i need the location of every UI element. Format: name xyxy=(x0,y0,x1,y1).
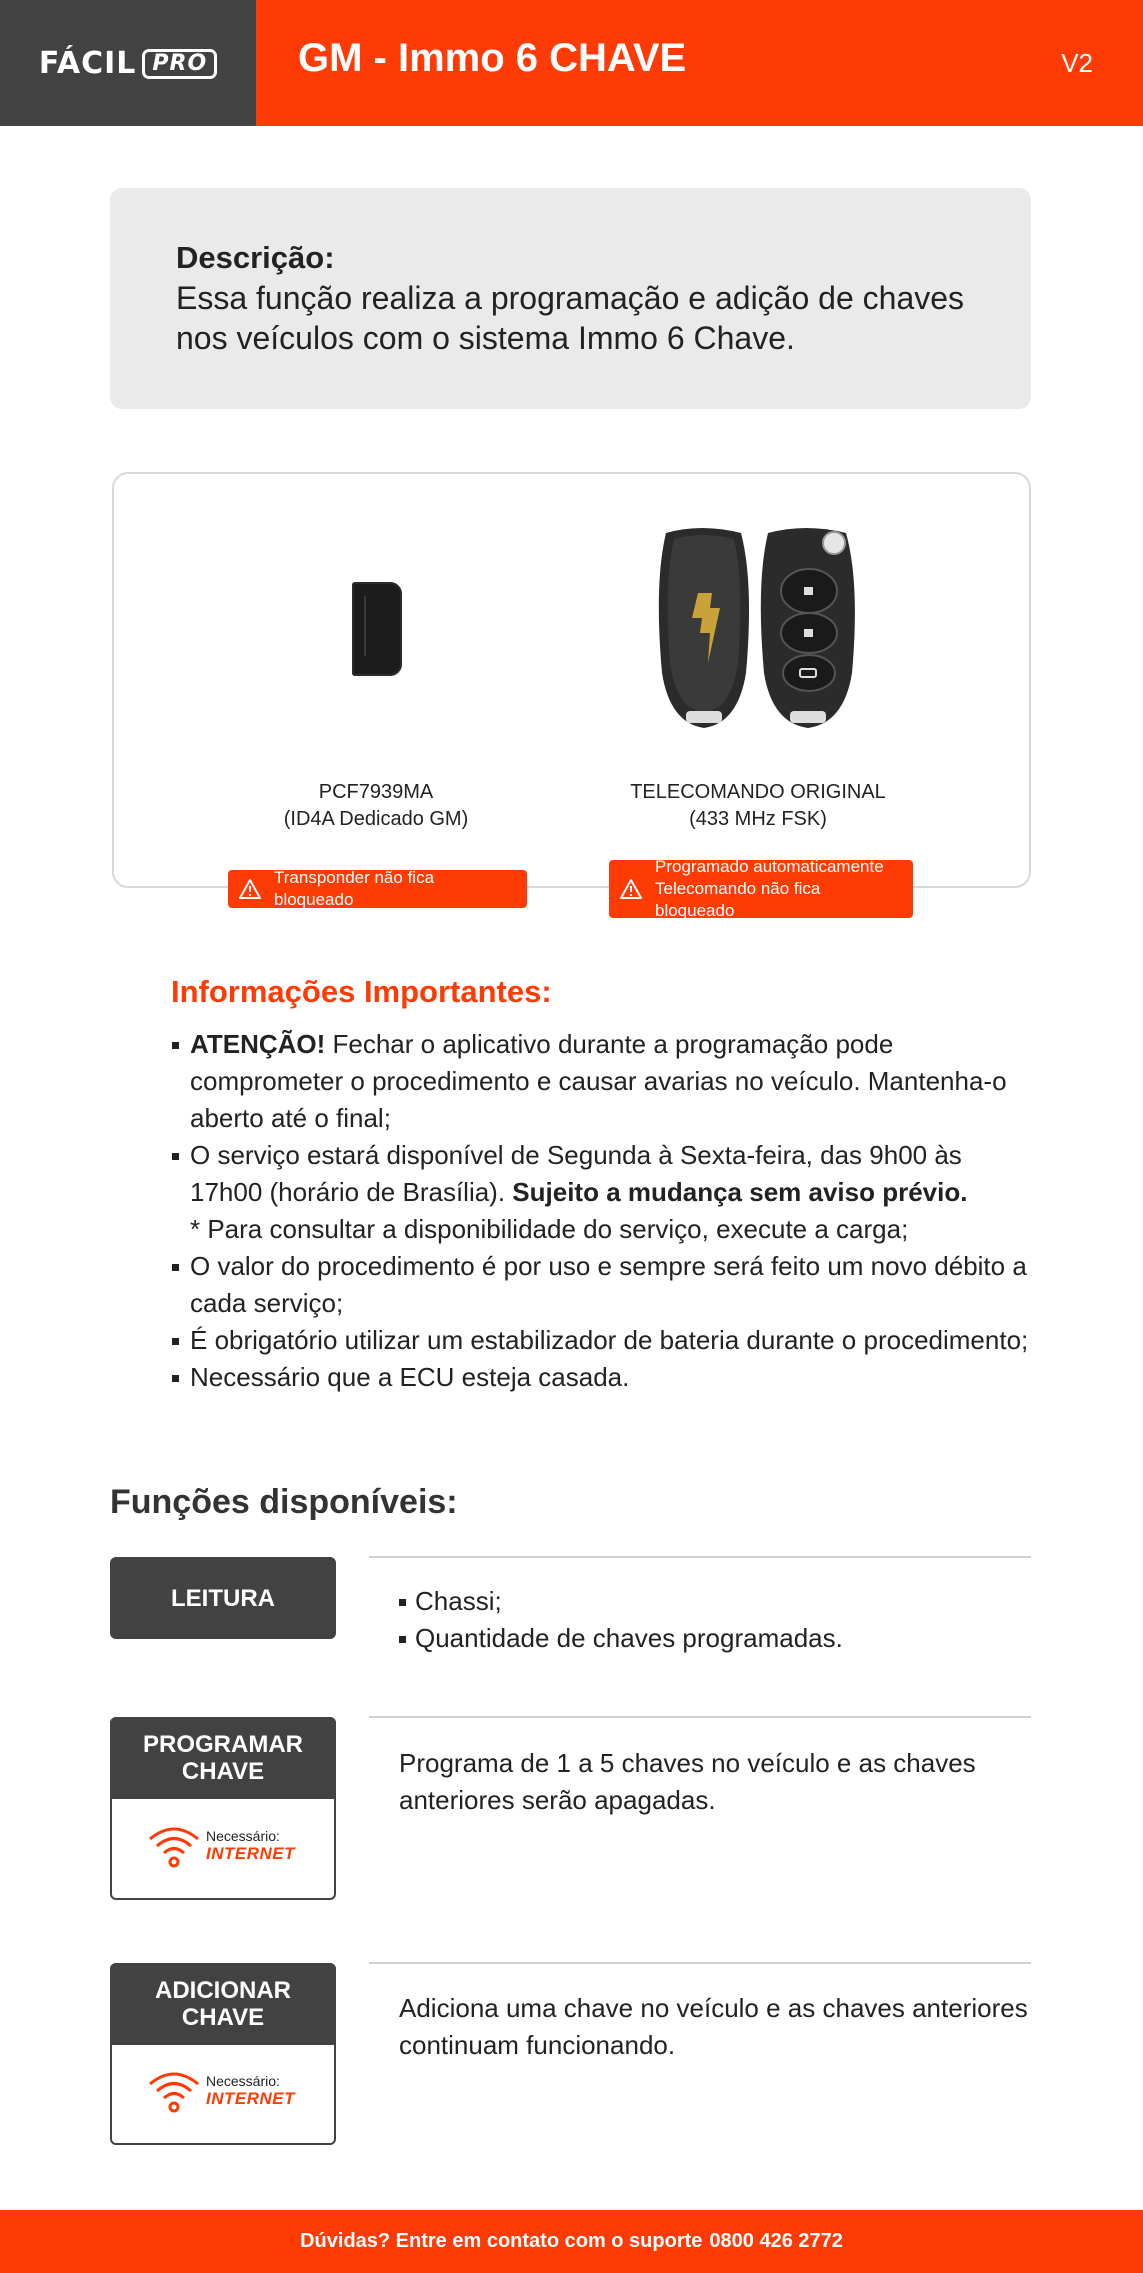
important-list xyxy=(172,1026,1032,1396)
logo-word: FÁCIL xyxy=(38,45,137,81)
transponder-detail: (ID4A Dedicado GM) xyxy=(283,808,469,830)
add-key-button[interactable] xyxy=(110,1963,336,2045)
logo-text xyxy=(39,46,217,81)
list-item xyxy=(172,1137,1032,1248)
list-item-text: Chassi; xyxy=(415,1586,502,1616)
program-key-requirement xyxy=(146,1823,295,1869)
list-item xyxy=(172,1359,1032,1396)
list-item-text: É obrigatório utilizar um estabilizador de bateria durante o procedimento; xyxy=(190,1325,1029,1355)
requirement-label: Necessário: xyxy=(206,2073,280,2089)
program-key-button[interactable] xyxy=(110,1717,336,1799)
divider xyxy=(369,1962,1031,1964)
transponder-chip-image xyxy=(352,582,402,676)
description-line-2: nos veículos com o sistema Immo 6 Chave. xyxy=(176,320,795,356)
transponder-name: PCF7939MA xyxy=(318,781,434,803)
description-label: Descrição: xyxy=(176,240,335,275)
list-item-bold: Sujeito a mudança sem aviso prévio. xyxy=(512,1177,968,1207)
program-key-label-2: CHAVE xyxy=(181,1758,265,1785)
warning-icon xyxy=(619,878,643,900)
list-item-text: Necessário que a ECU esteja casada. xyxy=(190,1362,630,1392)
remote-name: TELECOMANDO ORIGINAL xyxy=(630,781,886,803)
page-title: GM - Immo 6 CHAVE xyxy=(298,36,687,80)
support-phone[interactable]: 0800 426 2772 xyxy=(709,2230,843,2252)
divider xyxy=(369,1716,1031,1718)
list-item-text: O serviço estará disponível de Segunda à Sexta-feira, das 9h00 às 17h00 (horário de Brasília). xyxy=(190,1140,962,1207)
add-key-label-2: CHAVE xyxy=(181,2004,265,2031)
reading-button[interactable]: LEITURA xyxy=(110,1557,336,1639)
add-key-requirement xyxy=(146,2068,295,2114)
support-text: Dúvidas? Entre em contato com o suporte xyxy=(300,2230,703,2252)
remote-warning-badge xyxy=(609,857,913,920)
description-line-1: Essa função realiza a programação e adição de chaves xyxy=(176,280,965,316)
version-label: V2 xyxy=(1061,48,1093,78)
list-item xyxy=(399,1620,1039,1657)
logo-badge: PRO xyxy=(142,49,217,79)
important-title: Informações Importantes: xyxy=(171,974,552,1009)
divider xyxy=(369,1556,1031,1558)
list-item-note: * Para consultar a disponibilidade do serviço, execute a carga; xyxy=(190,1214,909,1244)
attention-label: ATENÇÃO! xyxy=(190,1029,326,1059)
add-key-description: Adiciona uma chave no veículo e as chaves anteriores continuam funcionando. xyxy=(399,1993,1028,2060)
reading-description xyxy=(399,1583,1039,1657)
requirement-value: INTERNET xyxy=(206,2089,295,2108)
program-key-description: Programa de 1 a 5 chaves no veículo e as chaves anteriores serão apagadas. xyxy=(399,1748,976,1815)
remote-warning-line-1: Programado automaticamente xyxy=(655,857,884,876)
transponder-warning-badge xyxy=(228,870,527,908)
list-item-text: Quantidade de chaves programadas. xyxy=(415,1623,843,1653)
transponder-caption xyxy=(226,779,526,833)
requirement-label: Necessário: xyxy=(206,1828,280,1844)
functions-title: Funções disponíveis: xyxy=(110,1483,458,1521)
list-item xyxy=(399,1583,1039,1620)
wifi-icon xyxy=(146,2068,202,2114)
requirement-value: INTERNET xyxy=(206,1844,295,1863)
transponder-warning-text: Transponder não fica bloqueado xyxy=(274,868,435,909)
remote-warning-line-2: Telecomando não fica bloqueado xyxy=(655,879,821,920)
add-key-label-1: ADICIONAR xyxy=(155,1977,291,2004)
logo xyxy=(0,0,256,126)
list-item xyxy=(172,1248,1032,1322)
list-item-text: Fechar o aplicativo durante a programação pode comprometer o procedimento e causar avarias no veículo. Mantenha-o aberto até o final; xyxy=(190,1029,1007,1133)
description-panel xyxy=(110,188,1031,409)
warning-icon xyxy=(238,878,262,900)
wifi-icon xyxy=(146,1823,202,1869)
remote-caption xyxy=(608,779,908,833)
list-item xyxy=(172,1322,1032,1359)
list-item xyxy=(172,1026,1032,1137)
program-key-label-1: PROGRAMAR xyxy=(143,1731,303,1758)
header-bar xyxy=(0,0,1143,126)
remote-detail: (433 MHz FSK) xyxy=(689,808,827,830)
remote-key-image xyxy=(646,523,876,733)
support-footer xyxy=(0,2210,1143,2273)
list-item-text: O valor do procedimento é por uso e sempre será feito um novo débito a cada serviço; xyxy=(190,1251,1027,1318)
